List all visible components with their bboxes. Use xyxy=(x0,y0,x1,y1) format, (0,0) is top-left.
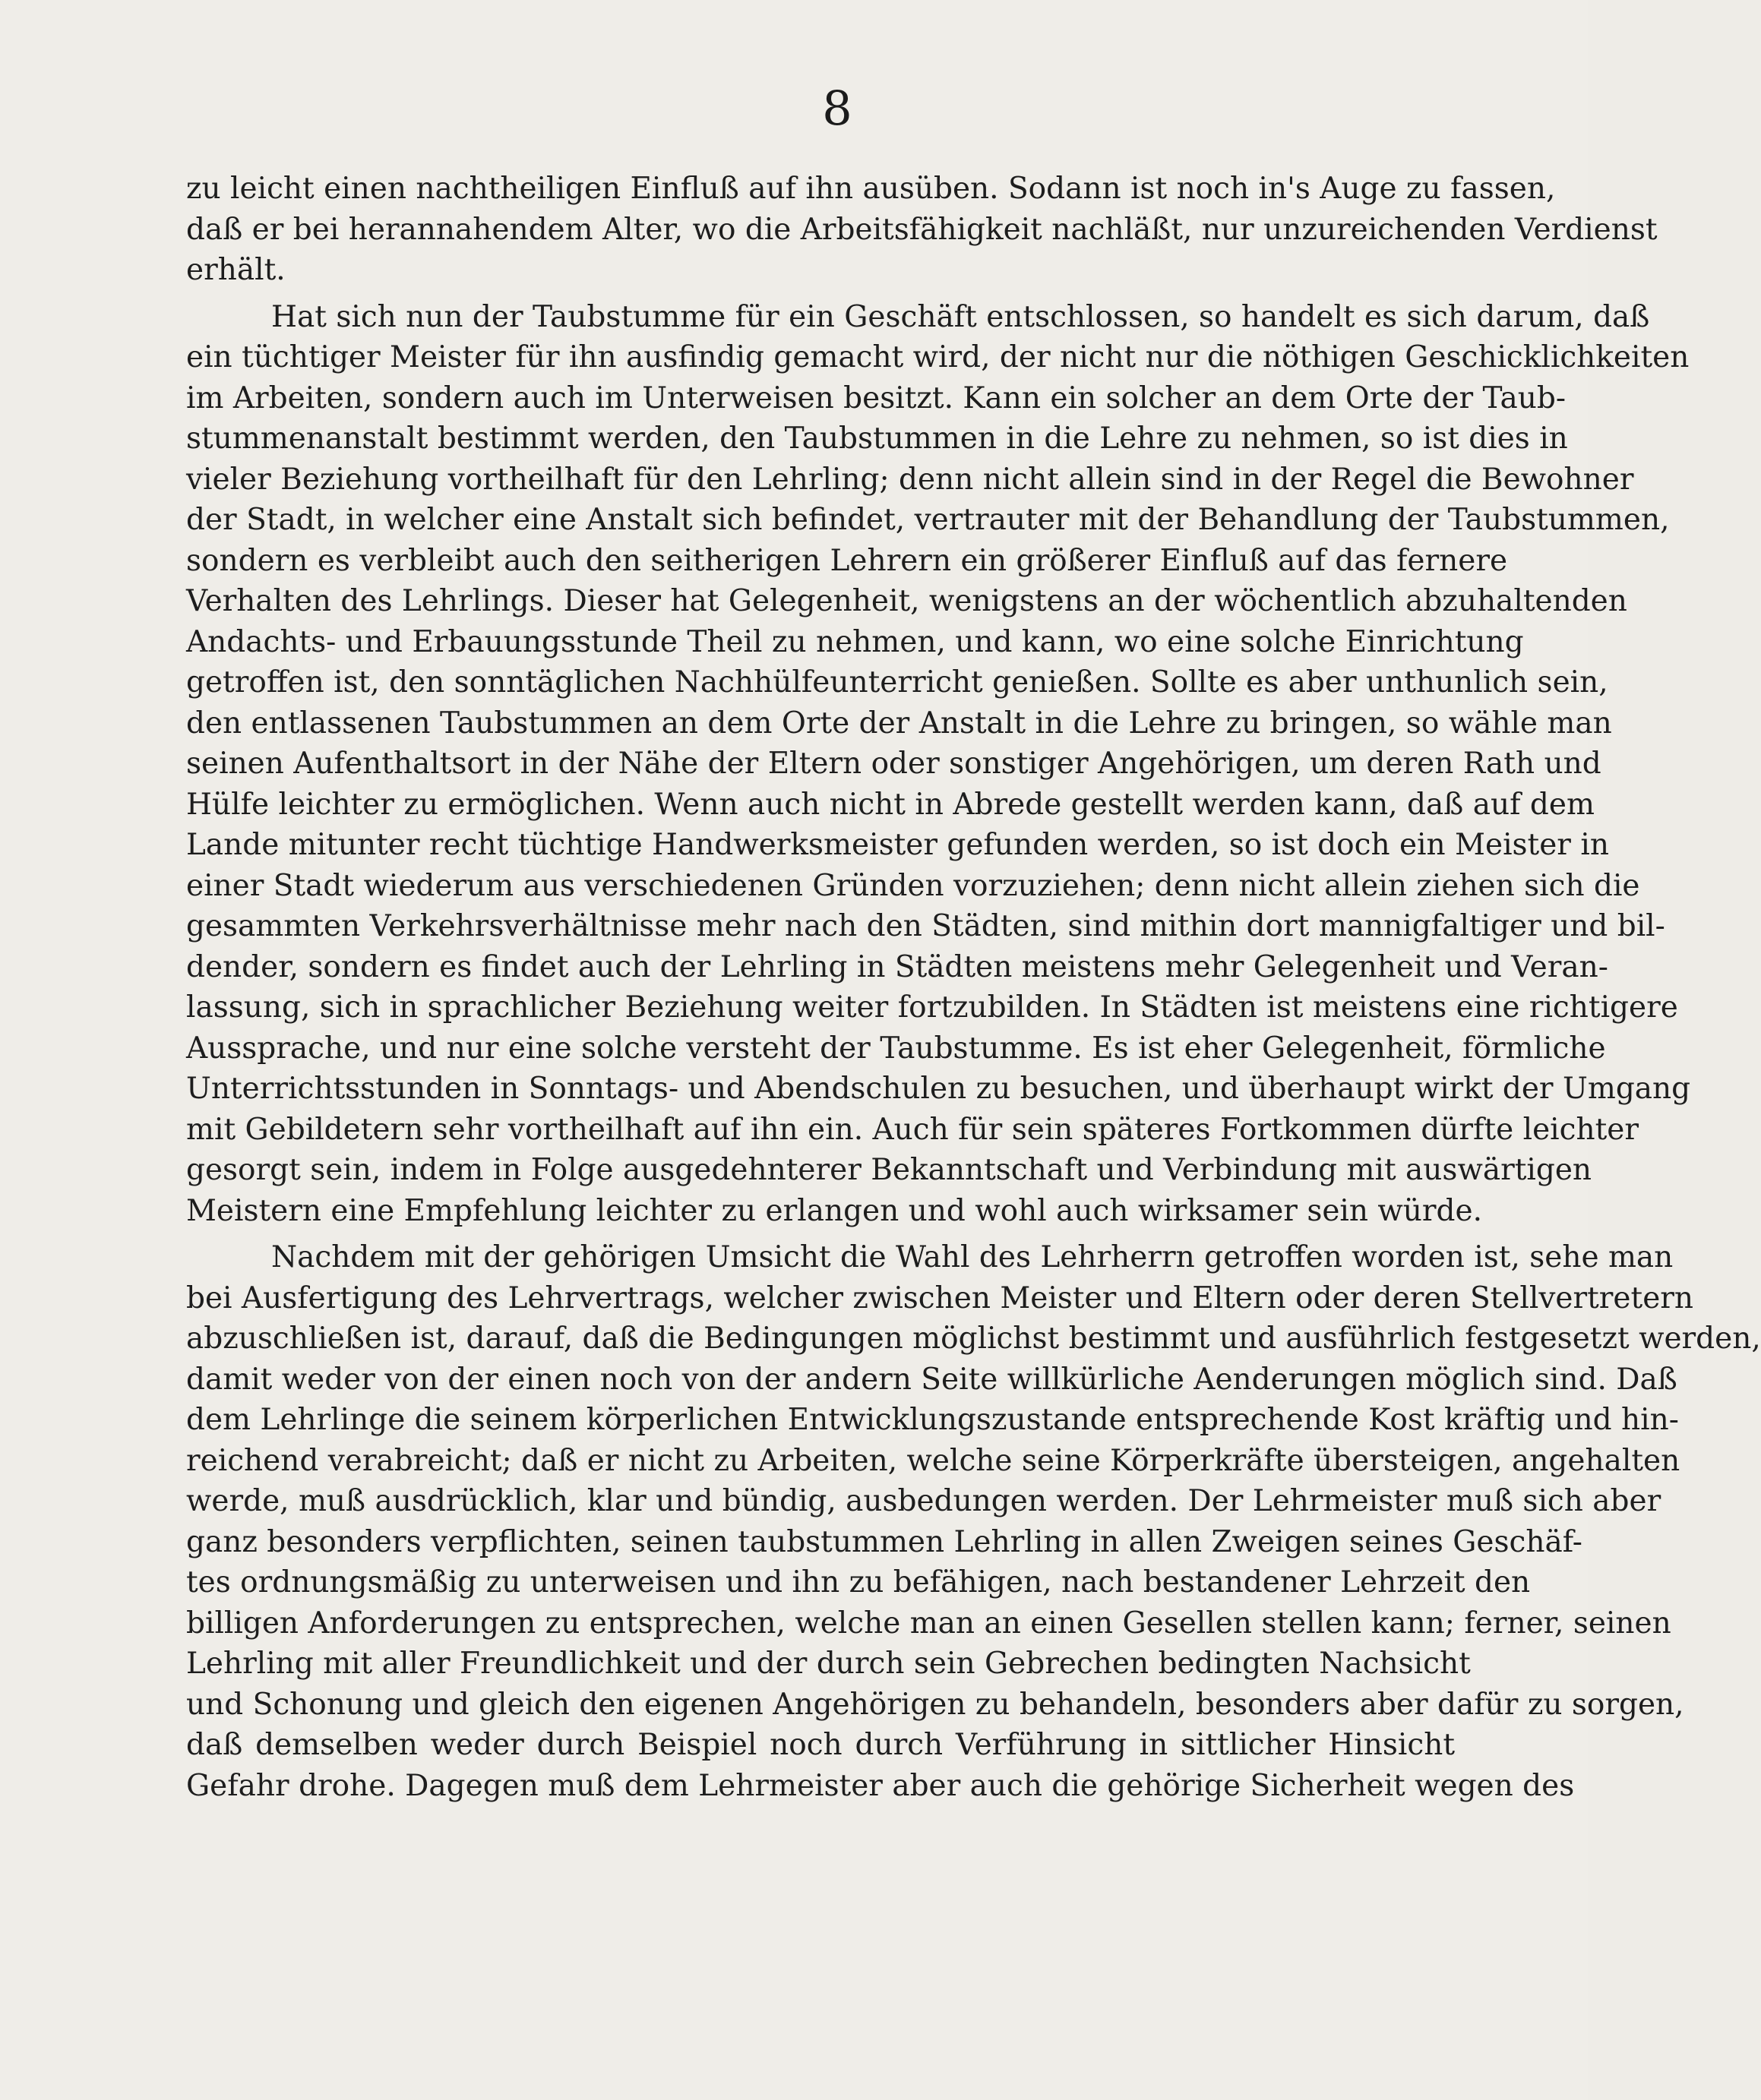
text-line: dem Lehrlinge die seinem körperlichen Entwicklungszustande entsprechende Kost kräftig und hin- xyxy=(186,1403,1679,1437)
text-line: Nachdem mit der gehörigen Umsicht die Wahl des Lehrherrn getroffen worden ist, sehe man xyxy=(271,1240,1674,1274)
page-number: 8 xyxy=(822,81,852,136)
text-line: Gefahr drohe. Dagegen muß dem Lehrmeister aber auch die gehörige Sicherheit wegen des xyxy=(186,1768,1575,1803)
text-line: Meistern eine Empfehlung leichter zu erlangen und wohl auch wirksamer sein würde. xyxy=(186,1193,1482,1228)
text-line: Aussprache, und nur eine solche versteht der Taubstumme. Es ist eher Gelegenheit, förmliche xyxy=(186,1031,1606,1066)
text-line: erhält. xyxy=(186,253,286,287)
text-line: werde, muß ausdrücklich, klar und bündig, ausbedungen werden. Der Lehrmeister muß sich aber xyxy=(186,1484,1661,1518)
text-line: gesammten Verkehrsverhältnisse mehr nach den Städten, sind mithin dort mannigfaltiger und bil- xyxy=(186,909,1665,943)
text-line: Andachts- und Erbauungsstunde Theil zu nehmen, und kann, wo eine solche Einrichtung xyxy=(186,624,1524,659)
text-line: damit weder von der einen noch von der andern Seite willkürliche Aenderungen möglich sind. Daß xyxy=(186,1362,1677,1397)
text-line: den entlassenen Taubstummen an dem Orte der Anstalt in die Lehre zu bringen, so wähle man xyxy=(186,706,1612,741)
text-line: Unterrichtsstunden in Sonntags- und Abendschulen zu besuchen, und überhaupt wirkt der Umgang xyxy=(186,1072,1691,1106)
text-line: billigen Anforderungen zu entsprechen, welche man an einen Gesellen stellen kann; ferner, seinen xyxy=(186,1606,1671,1641)
text-line: tes ordnungsmäßig zu unterweisen und ihn zu befähigen, nach bestandener Lehrzeit den xyxy=(186,1565,1531,1599)
text-line: Verhalten des Lehrlings. Dieser hat Gelegenheit, wenigstens an der wöchentlich abzuhaltenden xyxy=(186,584,1627,618)
text-line: sondern es verbleibt auch den seitherigen Lehrern ein größerer Einfluß auf das fernere xyxy=(186,543,1508,578)
text-line: daß er bei herannahendem Alter, wo die Arbeitsfähigkeit nachläßt, nur unzureichenden Verdienst xyxy=(186,212,1658,247)
text-line: dender, sondern es findet auch der Lehrling in Städten meistens mehr Gelegenheit und Veran- xyxy=(186,949,1608,984)
text-line: Lande mitunter recht tüchtige Handwerksmeister gefunden werden, so ist doch ein Meister in xyxy=(186,828,1609,862)
text-line: und Schonung und gleich den eigenen Angehörigen zu behandeln, besonders aber dafür zu sorgen, xyxy=(186,1687,1684,1722)
text-line: stummenanstalt bestimmt werden, den Taubstummen in die Lehre zu nehmen, so ist dies in xyxy=(186,422,1568,456)
text-line: Hülfe leichter zu ermöglichen. Wenn auch nicht in Abrede gestellt werden kann, daß auf dem xyxy=(186,787,1595,822)
text-line: mit Gebildetern sehr vortheilhaft auf ihn ein. Auch für sein späteres Fortkommen dürfte leichter xyxy=(186,1112,1639,1147)
text-line: seinen Aufenthaltsort in der Nähe der Eltern oder sonstiger Angehörigen, um deren Rath und xyxy=(186,747,1601,781)
text-line: zu leicht einen nachtheiligen Einfluß auf ihn ausüben. Sodann ist noch in's Auge zu fassen, xyxy=(186,172,1556,206)
body-text xyxy=(186,169,1761,1806)
text-line: ein tüchtiger Meister für ihn ausfindig gemacht wird, der nicht nur die nöthigen Geschicklichkeiten xyxy=(186,340,1690,374)
text-line: bei Ausfertigung des Lehrvertrags, welcher zwischen Meister und Eltern oder deren Stellvertretern xyxy=(186,1281,1694,1315)
text-line: reichend verabreicht; daß er nicht zu Arbeiten, welche seine Körperkräfte übersteigen, angehalten xyxy=(186,1443,1680,1478)
text-line: gesorgt sein, indem in Folge ausgedehnterer Bekanntschaft und Verbindung mit auswärtigen xyxy=(186,1153,1592,1187)
text-line: getroffen ist, den sonntäglichen Nachhülfeunterricht genießen. Sollte es aber unthunlich sein, xyxy=(186,665,1608,699)
text-line: Lehrling mit aller Freundlichkeit und der durch sein Gebrechen bedingten Nachsicht xyxy=(186,1647,1471,1681)
text-line: einer Stadt wiederum aus verschiedenen Gründen vorzuziehen; denn nicht allein ziehen sich die xyxy=(186,868,1640,903)
text-line: Hat sich nun der Taubstumme für ein Geschäft entschlossen, so handelt es sich darum, daß xyxy=(271,299,1650,334)
text-line: vieler Beziehung vortheilhaft für den Lehrling; denn nicht allein sind in der Regel die Bewohner xyxy=(186,462,1634,497)
text-line: daß demselben weder durch Beispiel noch durch Verführung in sittlicher Hinsicht xyxy=(186,1728,1455,1762)
text-line: ganz besonders verpflichten, seinen taubstummen Lehrling in allen Zweigen seines Geschäf- xyxy=(186,1524,1582,1559)
text-line: lassung, sich in sprachlicher Beziehung weiter fortzubilden. In Städten ist meistens eine richtigere xyxy=(186,990,1678,1025)
text-line: abzuschließen ist, darauf, daß die Bedingungen möglichst bestimmt und ausführlich festgesetzt werden, xyxy=(186,1322,1761,1356)
text-line: im Arbeiten, sondern auch im Unterweisen besitzt. Kann ein solcher an dem Orte der Taub- xyxy=(186,381,1567,415)
text-line: der Stadt, in welcher eine Anstalt sich befindet, vertrauter mit der Behandlung der Taubstummen, xyxy=(186,503,1670,537)
